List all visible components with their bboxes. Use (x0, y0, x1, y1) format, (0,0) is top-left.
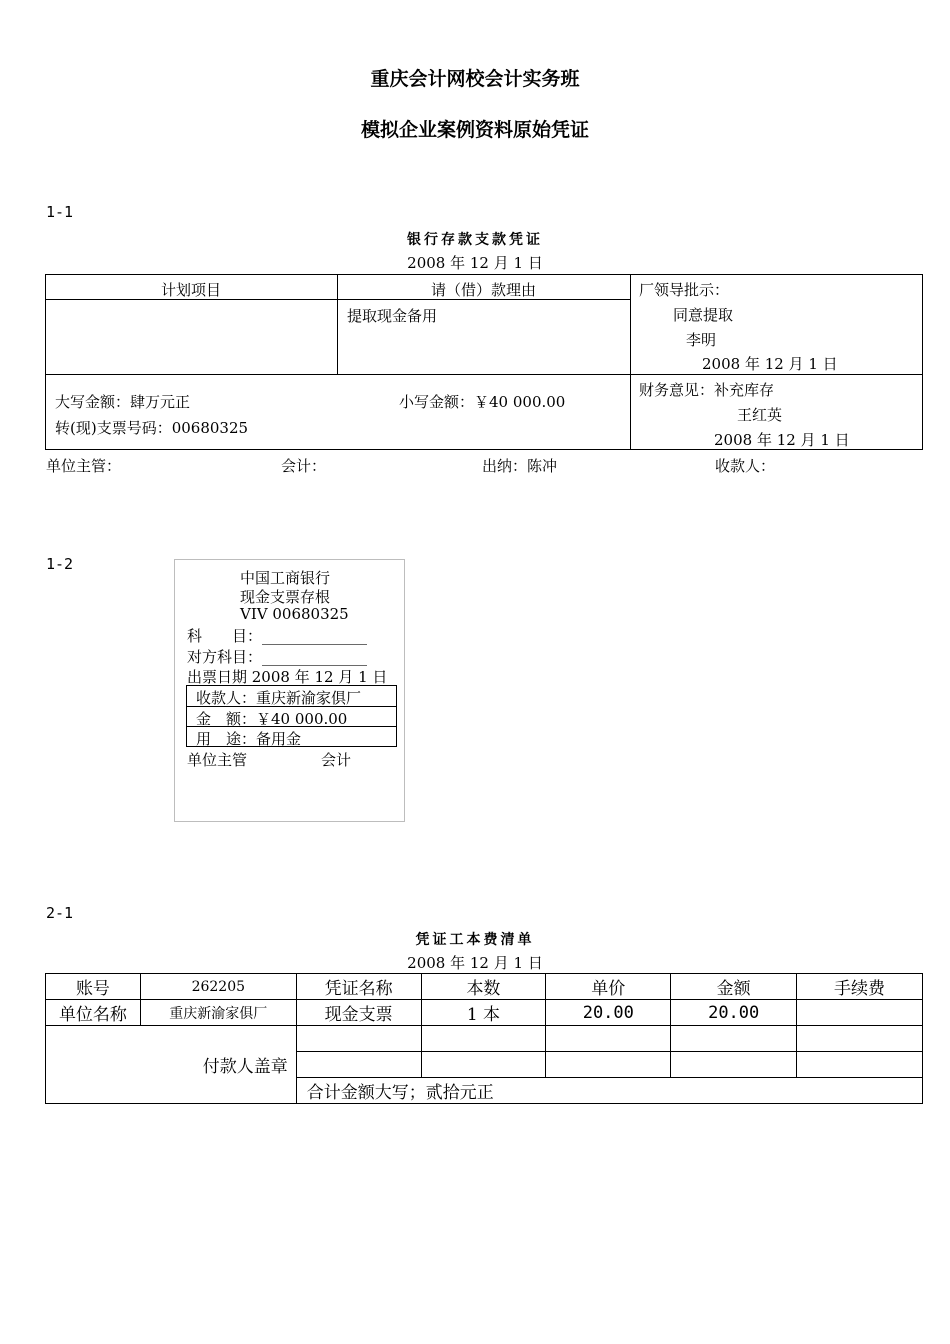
bank-name: 中国工商银行 (240, 569, 331, 587)
empty-cell (546, 1052, 671, 1078)
table-row (46, 1026, 923, 1052)
stub-amount: 金 额：￥40 000.00 (196, 710, 348, 728)
page-subtitle: 模拟企业案例资料原始凭证 (360, 119, 589, 141)
empty-cell (296, 1052, 421, 1078)
empty-cell (296, 1026, 421, 1052)
section-number-1-1: 1-1 (46, 203, 74, 221)
empty-cell (797, 1026, 923, 1052)
price-value: 20.00 (546, 1000, 671, 1026)
stub-unit-head: 单位主管 (187, 751, 248, 769)
cheque-number: 转(现)支票号码：00680325 (55, 419, 249, 437)
signature-payee: 收款人： (715, 457, 776, 475)
signature-accountant: 会计： (281, 457, 327, 475)
fee-list-date: 2008 年 12 月 1 日 (407, 954, 543, 972)
amount-in-figures: 小写金额：￥40 000.00 (399, 393, 566, 411)
section-number-1-2: 1-2 (46, 555, 74, 573)
fee-value (797, 1000, 923, 1026)
count-value: 1 本 (421, 1000, 546, 1026)
amount-in-words: 大写金额：肆万元正 (55, 393, 191, 411)
reason-value: 提取现金备用 (347, 307, 438, 325)
leader-approval-date: 2008 年 12 月 1 日 (702, 355, 838, 373)
plan-item-header: 计划项目 (160, 281, 221, 299)
withdrawal-voucher-title: 银行存款支款凭证 (407, 232, 543, 248)
account-header: 账号 (46, 974, 141, 1000)
empty-cell (671, 1052, 797, 1078)
payer-stamp-label: 付款人盖章 (202, 1057, 288, 1077)
reason-header: 请（借）款理由 (430, 281, 536, 299)
section-number-2-1: 2-1 (46, 904, 74, 922)
page-title: 重庆会计网校会计实务班 (370, 68, 580, 90)
unit-name-header: 单位名称 (46, 1000, 141, 1026)
finance-name: 王红英 (737, 406, 783, 424)
stub-serial: VIV 00680325 (240, 605, 349, 623)
total-in-words: 合计金额大写；贰拾元正 (296, 1078, 922, 1104)
empty-cell (421, 1052, 546, 1078)
stub-title: 现金支票存根 (240, 588, 331, 606)
amount-header: 金额 (671, 974, 797, 1000)
stub-accountant: 会计 (321, 751, 352, 769)
table-row (46, 974, 923, 1000)
signature-unit-head: 单位主管： (46, 457, 122, 475)
count-header: 本数 (421, 974, 546, 1000)
withdrawal-voucher-date: 2008 年 12 月 1 日 (407, 254, 543, 272)
empty-cell (797, 1052, 923, 1078)
divider (45, 374, 923, 375)
fee-list-title: 凭证工本费清单 (415, 932, 535, 948)
stub-subject: 科 目：______________ (187, 627, 368, 645)
stub-payee: 收款人：重庆新渝家俱厂 (196, 689, 362, 707)
payer-stamp-cell (46, 1026, 297, 1104)
empty-cell (421, 1026, 546, 1052)
finance-opinion: 财务意见：补充库存 (639, 381, 775, 399)
empty-cell (671, 1026, 797, 1052)
account-value: 262205 (140, 974, 296, 1000)
empty-cell (546, 1026, 671, 1052)
stub-issue-date: 出票日期 2008 年 12 月 1 日 (187, 668, 388, 686)
price-header: 单价 (546, 974, 671, 1000)
table-row (46, 1000, 923, 1026)
amount-value: 20.00 (671, 1000, 797, 1026)
fee-header: 手续费 (797, 974, 923, 1000)
divider (630, 274, 631, 450)
voucher-name-header: 凭证名称 (296, 974, 421, 1000)
signature-cashier: 出纳：陈冲 (482, 457, 558, 475)
stub-contra-subject: 对方科目：______________ (187, 648, 368, 666)
voucher-name-value: 现金支票 (296, 1000, 421, 1026)
fee-list-table (45, 973, 923, 1104)
finance-date: 2008 年 12 月 1 日 (714, 431, 850, 449)
leader-name: 李明 (686, 331, 717, 349)
stub-purpose: 用 途：备用金 (196, 730, 302, 748)
leader-approval-label: 厂领导批示： (639, 281, 730, 299)
unit-name-value: 重庆新渝家俱厂 (140, 1000, 296, 1026)
leader-approval-note: 同意提取 (673, 306, 734, 324)
